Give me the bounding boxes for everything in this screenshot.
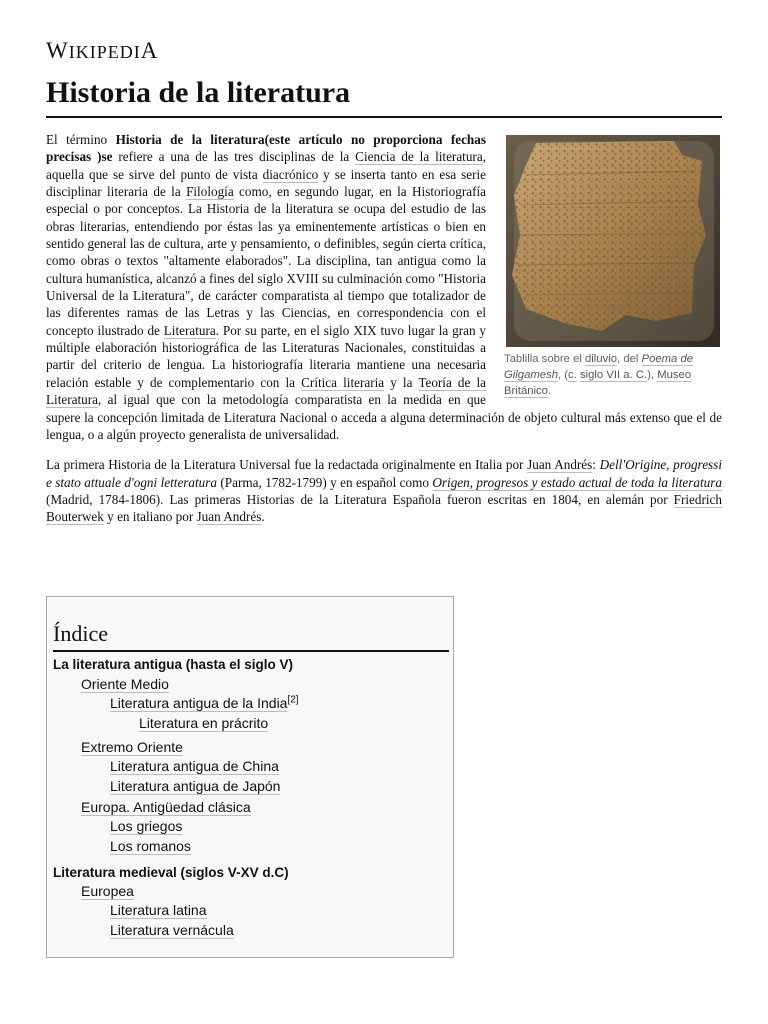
toc-item[interactable] <box>110 902 207 918</box>
toc-item[interactable] <box>53 865 289 880</box>
toc-item[interactable] <box>110 778 280 794</box>
wikipedia-wordmark[interactable] <box>46 38 158 64</box>
paragraph-text: . <box>261 509 265 525</box>
toc-link[interactable]: Literatura antigua de Japón <box>110 778 281 794</box>
toc-link[interactable]: Literatura antigua de China <box>110 758 279 774</box>
toc-link[interactable]: Literatura en prácrito <box>139 715 269 731</box>
table-of-contents <box>46 596 454 958</box>
paragraph-text: y en italiano por <box>103 509 197 525</box>
article-content <box>46 131 722 539</box>
toc-item[interactable] <box>81 676 169 692</box>
toc-link[interactable]: Extremo Oriente <box>81 739 183 755</box>
paragraph-text: , al igual que con la metodología comparatista en la medida en que supere la concepción limitada de Literatura Nacional o acceda a alguna determinación de objeto cultural más extenso que el de lengua, o a algún proyecto generalista de universalidad. <box>46 392 722 442</box>
link-juan-andres[interactable]: Juan Andrés <box>527 457 593 473</box>
toc-link[interactable]: Los griegos <box>110 818 183 834</box>
caption-text: . <box>547 385 552 397</box>
tablet-image[interactable] <box>506 135 720 347</box>
toc-item[interactable] <box>81 799 251 815</box>
italic-title: Dell'Origine, progressi e stato attuale d'ogni letteratura <box>46 457 722 490</box>
toc-divider <box>53 650 449 652</box>
paragraph-text: y se inserta tanto en esa serie disciplinar literaria de la <box>46 166 486 200</box>
paragraph-text: y la <box>384 374 419 390</box>
link-poema-gilgamesh[interactable]: Poema de Gilgamesh <box>504 353 694 381</box>
paragraph-text: El término <box>46 132 116 147</box>
caption-text: , del <box>617 353 642 365</box>
link-ciencia-literatura[interactable]: Ciencia de la literatura <box>355 149 483 165</box>
toc-item[interactable] <box>110 758 279 774</box>
paragraph-text: (Parma, 1782-1799) y en español como <box>217 474 433 490</box>
wordmark-a: A <box>140 38 159 63</box>
link-friedrich-bouterwek[interactable]: Friedrich Bouterwek <box>46 491 722 525</box>
page-title: Historia de la literatura <box>46 76 351 109</box>
toc-item[interactable] <box>81 739 183 755</box>
caption-text: ), <box>647 369 658 381</box>
wordmark-w: W <box>46 38 69 63</box>
caption-text: , ( <box>558 369 569 381</box>
paragraph-text: , aquella que se sirve del punto de vista <box>46 149 486 182</box>
paragraph-text: (Madrid, 1784-1806). Las primeras Historias de la Literatura Española fueron escritas en 1804, en alemán por <box>46 491 674 507</box>
toc-link[interactable]: Europea <box>81 883 134 899</box>
paragraph-text: La primera Historia de la Literatura Universal fue la redactada originalmente en Italia por <box>46 457 528 473</box>
link-diacronico[interactable]: diacrónico <box>262 166 319 182</box>
toc-item[interactable] <box>110 838 191 854</box>
link-circa[interactable]: c. <box>568 369 577 381</box>
second-paragraph <box>46 456 722 525</box>
link-siglo-vii[interactable]: siglo VII a. C. <box>579 369 648 381</box>
bold-term: Historia de la literatura(este artículo no proporciona fechas precisas )se <box>46 132 486 165</box>
toc-item[interactable] <box>139 715 268 731</box>
caption-text: Tablilla sobre el <box>504 353 586 365</box>
thumbnail-figure <box>500 131 722 399</box>
toc-item[interactable] <box>110 695 299 711</box>
toc-link[interactable]: Europa. Antigüedad clásica <box>81 799 251 815</box>
toc-title: Índice <box>53 621 108 646</box>
toc-link[interactable]: Oriente Medio <box>81 676 169 692</box>
toc-item[interactable] <box>53 657 293 672</box>
figure-caption <box>504 351 722 399</box>
link-diluvio[interactable]: diluvio <box>585 353 618 365</box>
toc-item[interactable] <box>110 818 182 834</box>
wordmark-middle: IKIPEDI <box>68 42 141 62</box>
link-juan-andres-2[interactable]: Juan Andrés <box>196 509 262 525</box>
link-filologia[interactable]: Filología <box>186 184 234 200</box>
toc-link[interactable]: La literatura antigua (hasta el siglo V) <box>53 657 294 672</box>
toc-link[interactable]: Los romanos <box>110 838 191 854</box>
link-critica-literaria[interactable]: Crítica literaria <box>301 374 385 390</box>
paragraph-text: . Por su parte, en el siglo XIX tuvo lugar la gran y múltiple elaboración historiográfica de las Literaturas Nacionales, constituidas a partir del criterio de lengua. La historiografía literaria mantiene una necesaria relación estable y de complementario con la <box>46 322 486 390</box>
toc-link[interactable]: Literatura latina <box>110 902 207 918</box>
toc-link[interactable]: Literatura antigua de la India <box>110 695 288 711</box>
title-divider <box>46 116 722 118</box>
toc-link[interactable]: Literatura vernácula <box>110 922 234 938</box>
link-origen-progresos[interactable]: Origen, progresos y estado actual de toda la literatura <box>432 474 722 490</box>
toc-item[interactable] <box>81 883 134 899</box>
paragraph-text: refiere a una de las tres disciplinas de la <box>112 149 356 165</box>
paragraph-text: como, en segundo lugar, en la Historiografía especial o por conceptos. La Historia de la literatura se ocupa del estudio de las obras literarias, entendiendo por éstas las ya eminentemente artísticas o bien en sentido general las de cultura, arte y pensamiento, o definibles, según cierta crítica, como obras o textos "altamente elaborados". La disciplina, tan antigua como la cultura humanística, alcanzó a fines del siglo XVIII su culminación como "Historia Universal de la Literatura", de carácter comparatista al tiempo que totalizador de las diferentes ramas de las Letras y las Ciencias, en correspondencia con el concepto ilustrado de <box>46 184 486 338</box>
reference-marker[interactable]: [2] <box>287 694 299 706</box>
link-literatura[interactable]: Literatura <box>163 322 216 338</box>
link-museo-britanico[interactable]: Museo Británico <box>504 369 692 397</box>
toc-link[interactable]: Literatura medieval (siglos V-XV d.C) <box>53 865 289 880</box>
paragraph-text: : <box>592 457 600 473</box>
link-teoria-literatura[interactable]: Teoría de la Literatura <box>46 374 486 408</box>
toc-item[interactable] <box>110 922 234 938</box>
